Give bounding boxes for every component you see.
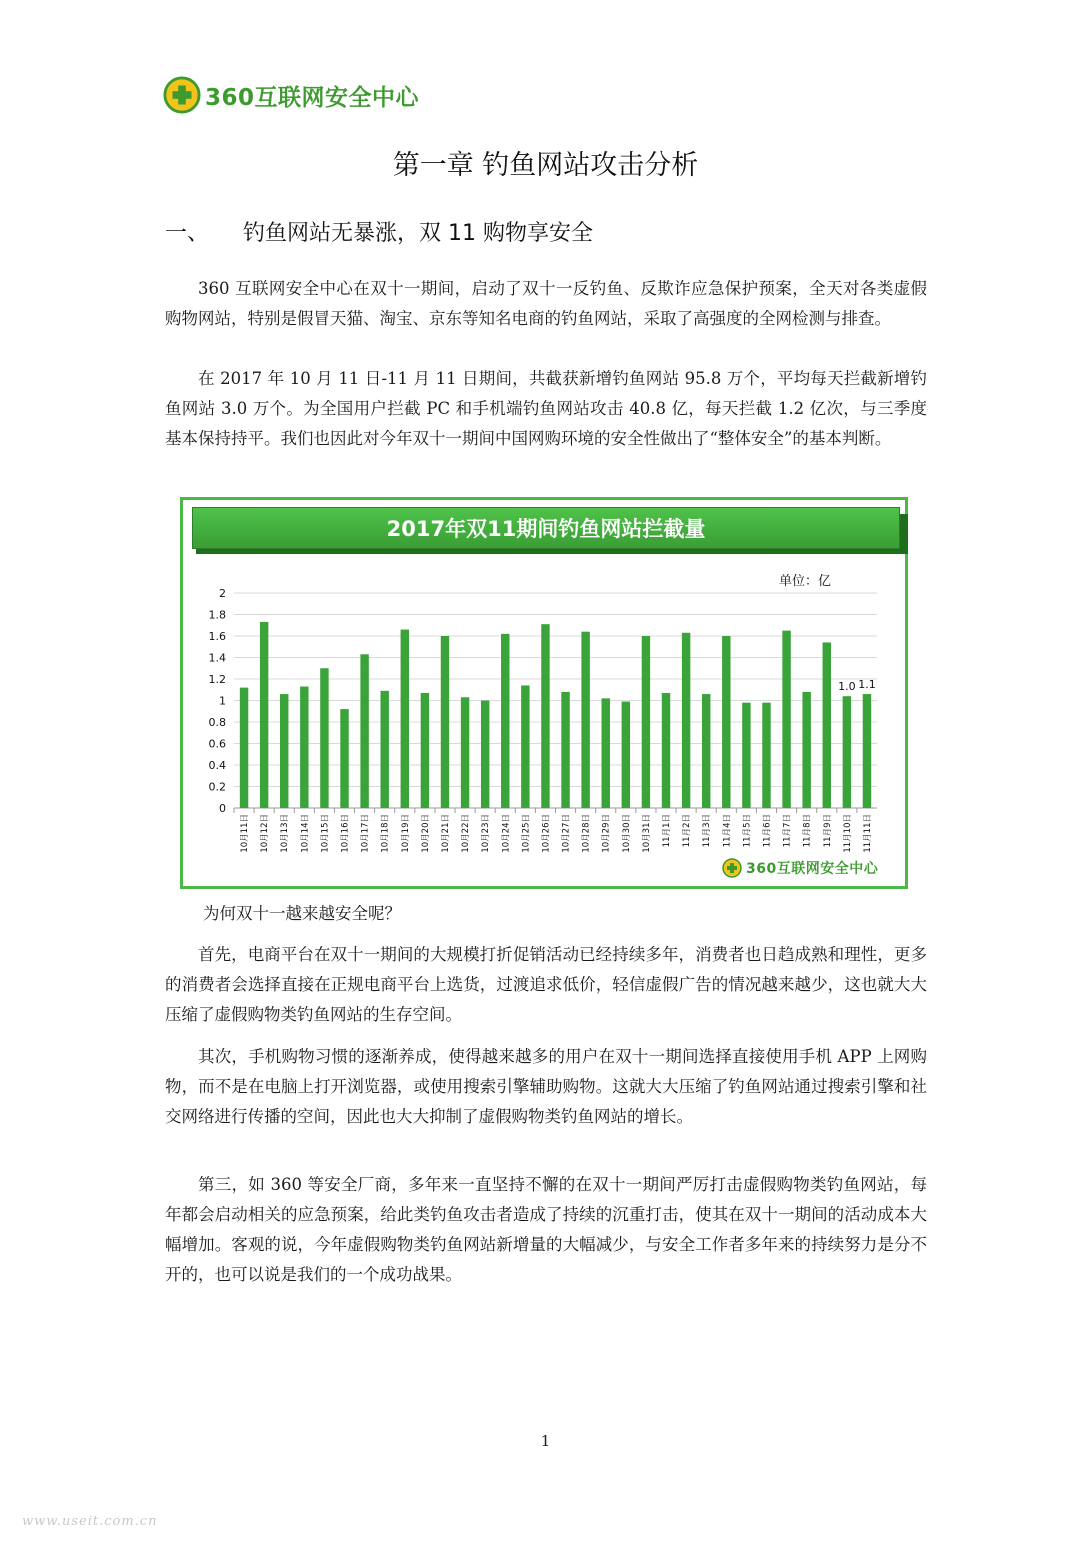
bar — [602, 698, 610, 808]
x-tick-label: 11月6日 — [762, 814, 773, 848]
bar — [662, 693, 670, 808]
y-tick-label: 1 — [219, 694, 226, 708]
y-tick-label: 0.8 — [208, 716, 226, 729]
paragraph-5: 第三，如 360 等安全厂商，多年来一直坚持不懈的在双十一期间严厉打击虚假购物类钓鱼网站，每年都会启动相关的应急预案，给此类钓鱼攻击者造成了持续的沉重打击，使其在双十一期间的活动成本大幅增加。客观的说，今年虚假购物类钓鱼网站新增量的大幅减少，与安全工作者多年来的持续努力是分不开的，也可以说是我们的一个成功战果。 — [165, 1175, 927, 1284]
y-tick-label: 1.8 — [208, 608, 226, 622]
x-tick-label: 10月24日 — [501, 814, 512, 853]
x-tick-label: 10月25日 — [521, 814, 532, 853]
bar — [762, 703, 770, 808]
bar — [300, 687, 308, 808]
bar — [802, 692, 810, 808]
x-tick-label: 11月11日 — [862, 814, 873, 853]
bar — [441, 636, 449, 808]
page-number: 1 — [540, 1432, 551, 1450]
bar — [521, 685, 529, 808]
bar — [782, 631, 790, 808]
x-tick-label: 11月2日 — [682, 814, 693, 848]
x-tick-label: 10月13日 — [280, 814, 291, 853]
x-tick-label: 11月4日 — [722, 814, 733, 848]
bar — [280, 694, 288, 808]
bar — [682, 633, 690, 808]
paragraph-3: 首先，电商平台在双十一期间的大规模打折促销活动已经持续多年，消费者也日趋成熟和理性，更多的消费者会选择直接在正规电商平台上选货，过渡追求低价，轻信虚假广告的情况越来越少，这也就大大压缩了虚假购物类钓鱼网站的生存空间。 — [165, 945, 927, 1024]
logo-text: 360互联网安全中心 — [205, 84, 420, 111]
bar — [823, 642, 831, 808]
x-tick-label: 10月30日 — [621, 814, 632, 853]
x-tick-label: 10月27日 — [561, 814, 572, 853]
x-tick-label: 11月7日 — [782, 814, 793, 848]
bar — [260, 622, 268, 808]
bar — [461, 697, 469, 808]
bar — [561, 692, 569, 808]
bar — [843, 696, 851, 808]
bar — [320, 668, 328, 808]
x-tick-label: 11月8日 — [802, 814, 813, 848]
bar — [622, 702, 630, 808]
x-tick-label: 10月29日 — [601, 814, 612, 853]
bar — [501, 634, 509, 808]
data-label: 1.1 — [858, 678, 876, 692]
x-tick-label: 11月5日 — [742, 814, 753, 848]
section-heading — [165, 216, 593, 247]
paragraph-2: 在 2017 年 10 月 11 日-11 月 11 日期间，共截获新增钓鱼网站 95.8 万个，平均每天拦截新增钓鱼网站 3.0 万个。为全国用户拦截 PC 和手机端钓鱼网站攻击 40.8 亿，每天拦截 1.2 亿次，与三季度基本保持持平。我们也因此对今年双十一期间中国网购环境的安全性做出了“整体安全”的基本判断。 — [165, 369, 927, 448]
bar — [421, 693, 429, 808]
bar — [722, 636, 730, 808]
section-number: 一、 — [165, 221, 210, 246]
x-tick-label: 10月12日 — [260, 814, 271, 853]
paragraph-1: 360 互联网安全中心在双十一期间，启动了双十一反钓鱼、反欺诈应急保护预案，全天对各类虚假购物网站，特别是假冒天猫、淘宝、京东等知名电商的钓鱼网站，采取了高强度的全网检测与排查。 — [165, 279, 927, 328]
bar — [380, 691, 388, 808]
bar — [642, 636, 650, 808]
bar — [541, 624, 549, 808]
bar — [481, 701, 489, 809]
y-tick-label: 0.6 — [208, 737, 226, 751]
x-tick-label: 10月20日 — [420, 814, 431, 853]
y-tick-label: 1.4 — [208, 651, 226, 665]
x-tick-label: 11月1日 — [662, 814, 673, 848]
chart-unit-label: 单位：亿 — [778, 574, 831, 589]
bar-chart — [180, 560, 908, 855]
bar — [581, 632, 589, 808]
bar — [702, 694, 710, 808]
x-tick-label: 10月15日 — [320, 814, 331, 853]
bar — [863, 694, 871, 808]
chart-footer-logo-text: 360互联网安全中心 — [746, 861, 879, 877]
x-tick-label: 10月11日 — [240, 814, 251, 853]
chart-title: 2017年双11期间钓鱼网站拦截量 — [192, 507, 900, 549]
data-label: 1.0 — [838, 680, 856, 694]
bar — [401, 630, 409, 808]
paragraph-4: 其次，手机购物习惯的逐渐养成，使得越来越多的用户在双十一期间选择直接使用手机 APP 上网购物，而不是在电脑上打开浏览器，或使用搜索引擎辅助购物。这就大大压缩了钓鱼网站通过搜索引擎和社交网络进行传播的空间，因此也大大抑制了虚假购物类钓鱼网站的增长。 — [165, 1047, 927, 1126]
bar — [240, 688, 248, 808]
x-tick-label: 10月28日 — [581, 814, 592, 853]
y-tick-label: 1.6 — [208, 630, 226, 643]
y-tick-label: 0 — [219, 802, 226, 815]
360-shield-logo-icon — [163, 76, 201, 114]
x-tick-label: 10月21日 — [440, 814, 451, 853]
x-tick-label: 11月3日 — [702, 814, 713, 848]
x-tick-label: 10月19日 — [400, 814, 411, 853]
x-tick-label: 11月9日 — [822, 814, 833, 848]
x-tick-label: 10月23日 — [481, 814, 492, 853]
x-tick-label: 10月17日 — [360, 814, 371, 853]
360-shield-small-icon — [722, 858, 742, 878]
bar — [360, 654, 368, 808]
bar — [340, 709, 348, 808]
question-line: 为何双十一越来越安全呢？ — [203, 904, 401, 923]
y-tick-label: 2 — [219, 587, 226, 600]
y-tick-label: 0.4 — [208, 759, 226, 772]
x-tick-label: 10月14日 — [300, 814, 311, 853]
chapter-title: 第一章 钓鱼网站攻击分析 — [392, 150, 699, 181]
x-tick-label: 11月10日 — [842, 814, 853, 853]
bar — [742, 703, 750, 808]
section-title: 钓鱼网站无暴涨，双 11 购物享安全 — [243, 221, 593, 246]
chart-footer-logo — [722, 858, 878, 878]
x-tick-label: 10月16日 — [340, 814, 351, 853]
watermark: www.useit.com.cn — [22, 1514, 158, 1529]
header-logo — [163, 76, 419, 114]
x-tick-label: 10月31日 — [641, 814, 652, 853]
x-tick-label: 10月26日 — [541, 814, 552, 853]
x-tick-label: 10月22日 — [461, 814, 472, 853]
y-tick-label: 1.2 — [208, 673, 226, 686]
y-tick-label: 0.2 — [208, 780, 226, 794]
x-tick-label: 10月18日 — [380, 814, 391, 853]
